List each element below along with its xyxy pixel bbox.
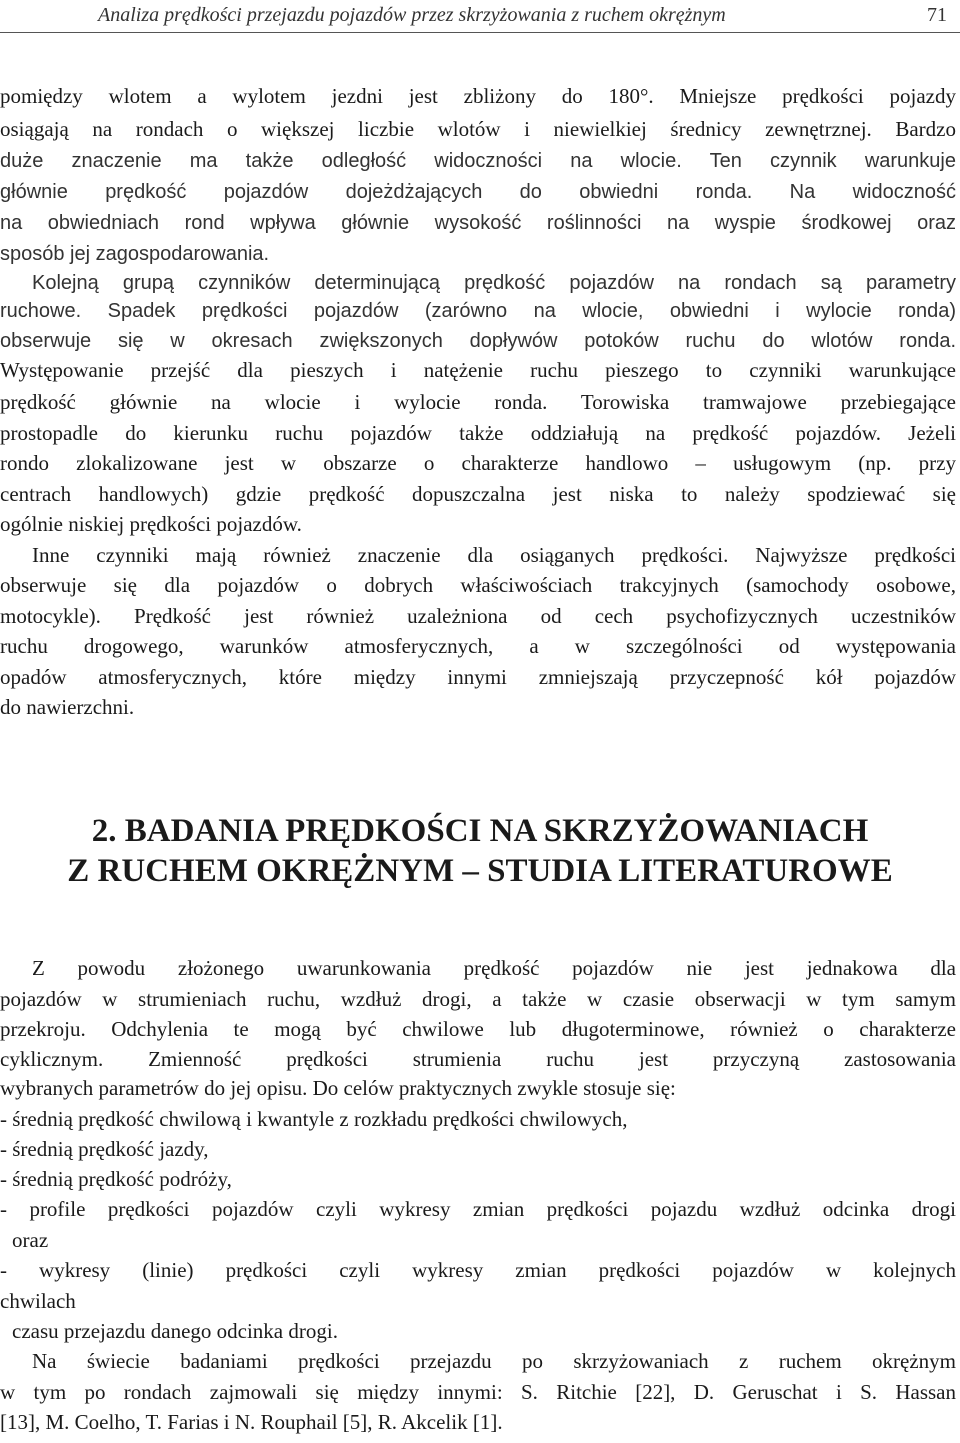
text-line: do nawierzchni.: [0, 695, 135, 719]
text-line: pojazdów w strumieniach ruchu, wzdłuż drogi, a także w czasie obserwacji w tym samym: [0, 987, 956, 1011]
text-line: sposób jej zagospodarowania.: [0, 243, 270, 265]
text-line: osiągają na rondach o większej liczbie wlotów i niewielkiej średnicy zewnętrznej. Bardzo: [0, 117, 956, 141]
list-item-continuation: czasu przejazdu danego odcinka drogi.: [12, 1319, 338, 1343]
text-line: prostopadle do kierunku ruchu pojazdów także oddziałują na prędkość pojazdów. Jeżeli: [0, 421, 956, 445]
list-item: - średnią prędkość podróży,: [0, 1167, 232, 1191]
section-heading-line-1: 2. BADANIA PRĘDKOŚCI NA SKRZYŻOWANIACH: [91, 813, 869, 849]
text-line: centrach handlowych) gdzie prędkość dopuszczalna jest niska to należy spodziewać się: [0, 482, 956, 506]
text-line: rondo zlokalizowane jest w obszarze o charakterze handlowo – usługowym (np. przy: [0, 451, 956, 475]
text-line: ogólnie niskiej prędkości pojazdów.: [0, 512, 302, 536]
text-line: motocykle). Prędkość jest również uzależniona od cech psychofizycznych uczestników: [0, 604, 956, 628]
text-line: ruchu drogowego, warunków atmosferycznych, a w szczególności od występowania: [0, 634, 956, 658]
page-number: 71: [927, 4, 947, 26]
header-rule: [0, 32, 960, 33]
text-line: duże znaczenie ma także odległość widoczności na wlocie. Ten czynnik warunkuje: [0, 150, 956, 172]
list-item: - średnią prędkość chwilową i kwantyle z rozkładu prędkości chwilowych,: [0, 1107, 628, 1131]
text-line: na obwiedniach rond wpływa głównie wysokość roślinności na wyspie środkowej oraz: [0, 212, 956, 234]
text-line: Występowanie przejść dla pieszych i natężenie ruchu pieszego to czynniki warunkujące: [0, 358, 956, 382]
text-line: głównie prędkość pojazdów dojeżdżających do obwiedni ronda. Na widoczność: [0, 181, 956, 203]
list-item: - wykresy (linie) prędkości czyli wykresy zmian prędkości pojazdów w kolejnych: [0, 1258, 956, 1282]
text-line: cyklicznym. Zmienność prędkości strumienia ruchu jest przyczyną zastosowania: [0, 1047, 956, 1071]
text-line: Na świecie badaniami prędkości przejazdu po skrzyżowaniach z ruchem okrężnym: [32, 1349, 956, 1373]
text-line: przekroju. Odchylenia te mogą być chwilowe lub długoterminowe, również o charakterze: [0, 1017, 956, 1041]
list-item: - profile prędkości pojazdów czyli wykresy zmian prędkości pojazdu wzdłuż odcinka drogi: [0, 1197, 956, 1221]
text-line: Z powodu złożonego uwarunkowania prędkość pojazdów nie jest jednakowa dla: [32, 956, 956, 980]
text-line: Kolejną grupą czynników determinującą prędkość pojazdów na rondach są parametry: [32, 272, 956, 294]
text-line: obserwuje się dla pojazdów o dobrych właściwościach trakcyjnych (samochody osobowe,: [0, 573, 956, 597]
list-item-continuation: chwilach: [0, 1289, 76, 1313]
text-line: prędkość głównie na wlocie i wylocie ronda. Torowiska tramwajowe przebiegające: [0, 390, 956, 414]
text-line: opadów atmosferycznych, które między innymi zmniejszają przyczepność kół pojazdów: [0, 665, 956, 689]
text-line: Inne czynniki mają również znaczenie dla osiąganych prędkości. Najwyższe prędkości: [32, 543, 956, 567]
list-item: - średnią prędkość jazdy,: [0, 1137, 209, 1161]
section-heading-line-2: Z RUCHEM OKRĘŻNYM – STUDIA LITERATUROWE: [67, 853, 893, 889]
text-line: w tym po rondach zajmowali się między innymi: S. Ritchie [22], D. Geruschat i S. Hassan: [0, 1380, 956, 1404]
text-line: wybranych parametrów do jej opisu. Do celów praktycznych zwykle stosuje się:: [0, 1076, 676, 1100]
text-line: ruchowe. Spadek prędkości pojazdów (zarówno na wlocie, obwiedni i wylocie ronda): [0, 300, 956, 322]
text-line: obserwuje się w okresach zwiększonych dopływów potoków ruchu do wlotów ronda.: [0, 330, 956, 352]
running-header: [0, 2, 960, 36]
text-line: [13], M. Coelho, T. Farias i N. Rouphail [5], R. Akcelik [1].: [0, 1410, 503, 1434]
list-item-continuation: oraz: [12, 1228, 49, 1252]
text-line: pomiędzy wlotem a wylotem jezdni jest zbliżony do 180°. Mniejsze prędkości pojazdy: [0, 84, 956, 108]
header-title: Analiza prędkości przejazdu pojazdów przez skrzyżowania z ruchem okrężnym: [98, 4, 726, 26]
